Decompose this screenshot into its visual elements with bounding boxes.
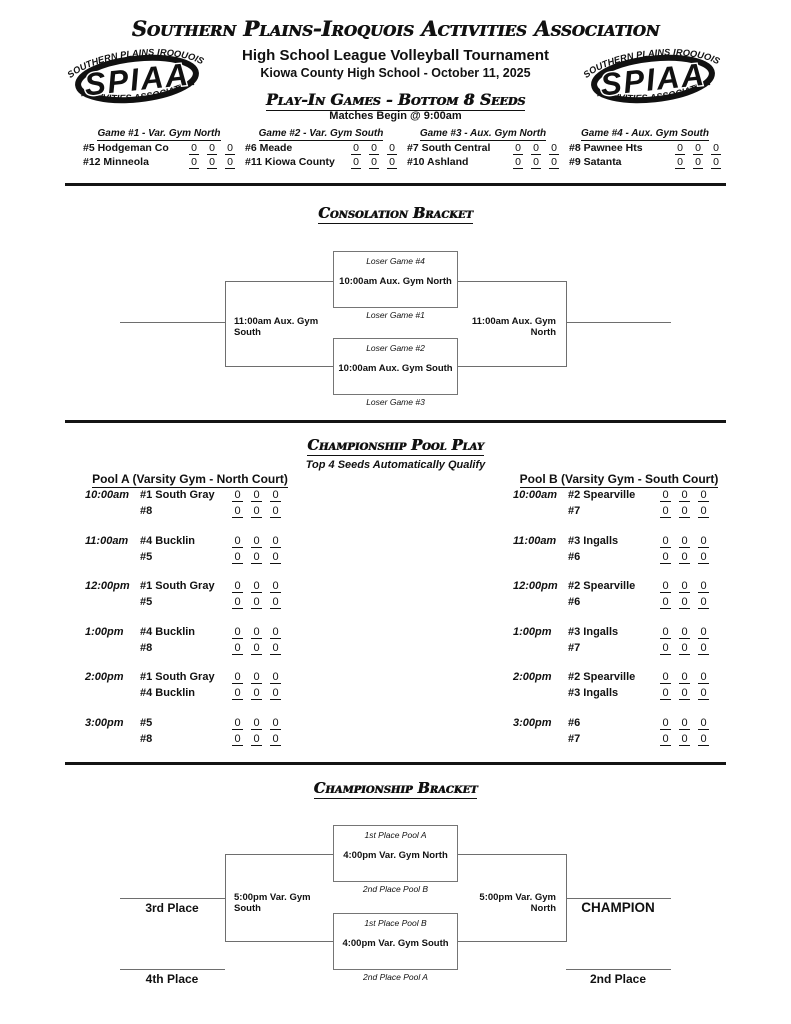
team-name: #12 Minneola [83, 155, 149, 168]
score-cell: 0 [270, 597, 281, 609]
score-cell: 0 [369, 143, 379, 155]
game-header: Game #1 - Var. Gym North [97, 128, 221, 139]
score-cell: 0 [270, 627, 281, 639]
score-cell: 0 [679, 506, 690, 518]
game-time: 1:00pm [85, 625, 124, 638]
team-row [513, 535, 709, 551]
score-cell: 0 [232, 552, 243, 564]
entrant-label: 1st Place Pool B [364, 918, 427, 928]
score-cell: 0 [698, 688, 709, 700]
bracket-line [225, 281, 333, 282]
consolation-final-left: 11:00am Aux. Gym South [234, 316, 319, 338]
score-cell: 0 [698, 672, 709, 684]
page-title: Southern Plains-Iroquois Activities Association [131, 16, 660, 41]
team-name: #9 Satanta [569, 155, 622, 168]
team-row [85, 580, 281, 596]
consolation-game-north-box [333, 251, 458, 308]
game-time: 3:00pm [513, 716, 552, 729]
game-time: 11:00am [513, 534, 557, 547]
bracket-line [225, 854, 333, 855]
score-cell: 0 [270, 688, 281, 700]
team-row [513, 505, 709, 521]
score-cell: 0 [513, 143, 523, 155]
team-name: #10 Ashland [407, 155, 469, 168]
team-name: #7 [568, 732, 581, 745]
playin-game-1 [78, 128, 240, 169]
team-row [513, 687, 709, 703]
score-cell: 0 [251, 734, 262, 746]
pool-game [513, 535, 709, 567]
score-cell: 0 [225, 157, 235, 169]
fourth-place-label: 4th Place [145, 972, 199, 986]
team-row [85, 717, 281, 733]
team-row [85, 733, 281, 749]
bracket-line [566, 898, 671, 899]
team-name: #7 [568, 641, 581, 654]
pool-game [513, 717, 709, 749]
score-cell: 0 [698, 734, 709, 746]
score-cell: 0 [679, 490, 690, 502]
score-cell: 0 [660, 597, 671, 609]
score-cell: 0 [660, 490, 671, 502]
score-cell: 0 [698, 718, 709, 730]
team-name: #4 Bucklin [140, 625, 196, 638]
bracket-line [458, 941, 566, 942]
score-cell: 0 [232, 581, 243, 593]
third-place-label: 3rd Place [145, 901, 199, 915]
pool-a-schedule [85, 489, 281, 762]
score-cell: 0 [232, 506, 243, 518]
score-cell: 0 [232, 536, 243, 548]
team-row [513, 626, 709, 642]
score-cell: 0 [207, 143, 217, 155]
game-time-location: 10:00am Aux. Gym South [338, 363, 453, 374]
team-name: #5 Hodgeman Co [83, 142, 169, 154]
playin-game-2 [240, 128, 402, 169]
score-cell: 0 [189, 157, 199, 169]
team-row [407, 142, 559, 156]
score-cell: 0 [232, 688, 243, 700]
team-row [245, 142, 397, 156]
team-row [85, 687, 281, 703]
score-cell: 0 [711, 157, 721, 169]
playin-games [78, 128, 728, 169]
team-name: #1 South Gray [140, 489, 215, 501]
score-cell: 0 [251, 490, 262, 502]
championship-game: 5:00pm Var. Gym North [479, 892, 556, 914]
consolation-section-title: Consolation Bracket [318, 205, 473, 222]
pool-game [513, 671, 709, 703]
score-cell: 0 [251, 506, 262, 518]
pool-b-header: Pool B (Varsity Gym - South Court) [519, 472, 719, 486]
team-name: #6 [568, 716, 581, 729]
playin-game-3 [402, 128, 564, 169]
third-place-game: 5:00pm Var. Gym South [234, 892, 311, 914]
game-time: 10:00am [85, 489, 130, 501]
bracket-line [458, 366, 566, 367]
entrant-label: 1st Place Pool A [364, 830, 427, 840]
consolation-game-south-box [333, 338, 458, 395]
game-time-location: 4:00pm Var. Gym North [343, 850, 448, 861]
score-cell: 0 [513, 157, 523, 169]
score-cell: 0 [675, 157, 685, 169]
team-row [85, 489, 281, 505]
pool-play-section-title: Championship Pool Play [307, 437, 484, 454]
team-name: #8 Pawnee Hts [569, 142, 643, 154]
score-cell: 0 [698, 597, 709, 609]
team-row [513, 489, 709, 505]
team-row [513, 671, 709, 687]
score-cell: 0 [251, 643, 262, 655]
team-name: #2 Spearville [568, 580, 636, 592]
team-name: #2 Spearville [568, 671, 636, 683]
score-cell: 0 [531, 143, 541, 155]
championship-section-title: Championship Bracket [313, 780, 478, 797]
game-time: 12:00pm [85, 580, 130, 592]
bracket-line [458, 281, 566, 282]
score-cell: 0 [679, 672, 690, 684]
team-name: #5 [140, 550, 153, 563]
score-cell: 0 [679, 581, 690, 593]
game-header: Game #2 - Var. Gym South [258, 128, 384, 139]
bracket-line [225, 366, 333, 367]
team-name: #5 [140, 716, 153, 729]
score-cell: 0 [387, 143, 397, 155]
score-cell: 0 [660, 506, 671, 518]
team-row [85, 535, 281, 551]
score-cell: 0 [232, 734, 243, 746]
score-cell: 0 [698, 552, 709, 564]
pool-game [85, 535, 281, 567]
team-row [85, 626, 281, 642]
score-cell: 0 [270, 734, 281, 746]
pool-game [85, 489, 281, 521]
score-cell: 0 [679, 718, 690, 730]
game-time-location: 4:00pm Var. Gym South [342, 938, 449, 949]
score-cell: 0 [660, 536, 671, 548]
score-cell: 0 [698, 490, 709, 502]
score-cell: 0 [679, 643, 690, 655]
team-row [245, 156, 397, 170]
team-row [513, 551, 709, 567]
game-time: 1:00pm [513, 625, 552, 638]
pool-a-header: Pool A (Varsity Gym - North Court) [92, 472, 288, 486]
team-name: #4 Bucklin [140, 687, 196, 699]
score-cell: 0 [693, 157, 703, 169]
game-time: 3:00pm [85, 716, 124, 729]
score-cell: 0 [189, 143, 199, 155]
score-cell: 0 [660, 734, 671, 746]
score-cell: 0 [698, 581, 709, 593]
score-cell: 0 [660, 672, 671, 684]
pool-game [85, 626, 281, 658]
score-cell: 0 [251, 581, 262, 593]
score-cell: 0 [679, 627, 690, 639]
team-name: #2 Spearville [568, 489, 636, 501]
game-header: Game #4 - Aux. Gym South [581, 128, 709, 139]
score-cell: 0 [698, 627, 709, 639]
score-cell: 0 [270, 506, 281, 518]
score-cell: 0 [698, 506, 709, 518]
score-cell: 0 [660, 688, 671, 700]
score-cell: 0 [679, 688, 690, 700]
entrant-label: Loser Game #3 [366, 397, 425, 407]
score-cell: 0 [232, 718, 243, 730]
venue-date: Kiowa County High School - October 11, 2025 [260, 66, 531, 80]
team-row [513, 717, 709, 733]
score-cell: 0 [270, 536, 281, 548]
score-cell: 0 [270, 490, 281, 502]
team-name: #6 Meade [245, 142, 293, 154]
bracket-line [120, 322, 225, 323]
team-name: #8 [140, 641, 153, 654]
entrant-label: Loser Game #2 [366, 343, 425, 353]
bracket-line [566, 322, 671, 323]
bracket-line [458, 854, 566, 855]
team-name: #1 South Gray [140, 580, 215, 592]
playin-game-4 [564, 128, 726, 169]
section-divider [65, 762, 726, 765]
score-cell: 0 [549, 143, 559, 155]
team-name: #6 [568, 596, 581, 608]
score-cell: 0 [251, 552, 262, 564]
score-cell: 0 [207, 157, 217, 169]
game-time: 2:00pm [513, 671, 552, 683]
entrant-label: Loser Game #1 [366, 310, 425, 320]
team-row [513, 642, 709, 658]
champion-label: CHAMPION [581, 900, 655, 915]
team-name: #4 Bucklin [140, 534, 196, 547]
score-cell: 0 [679, 552, 690, 564]
score-cell: 0 [369, 157, 379, 169]
team-row [569, 142, 721, 156]
game-header: Game #3 - Aux. Gym North [419, 128, 547, 139]
team-name: #7 South Central [407, 142, 491, 154]
score-cell: 0 [232, 627, 243, 639]
score-cell: 0 [660, 581, 671, 593]
bracket-line [225, 281, 226, 367]
score-cell: 0 [698, 643, 709, 655]
score-cell: 0 [679, 597, 690, 609]
score-cell: 0 [660, 552, 671, 564]
team-name: #3 Ingalls [568, 625, 619, 638]
game-time-location: 10:00am Aux. Gym North [339, 276, 452, 287]
score-cell: 0 [232, 672, 243, 684]
pool-game [85, 717, 281, 749]
score-cell: 0 [270, 552, 281, 564]
team-row [85, 551, 281, 567]
bracket-line [566, 281, 567, 367]
team-row [513, 733, 709, 749]
entrant-label: 2nd Place Pool B [362, 884, 429, 894]
consolation-final-right: 11:00am Aux. Gym North [471, 316, 556, 338]
team-name: #6 [568, 550, 581, 563]
game-time: 2:00pm [85, 671, 124, 683]
team-name: #3 Ingalls [568, 534, 619, 547]
team-row [513, 596, 709, 612]
score-cell: 0 [270, 672, 281, 684]
section-divider [65, 420, 726, 423]
second-place-label: 2nd Place [589, 972, 647, 986]
score-cell: 0 [251, 672, 262, 684]
score-cell: 0 [679, 734, 690, 746]
score-cell: 0 [387, 157, 397, 169]
score-cell: 0 [270, 581, 281, 593]
semifinal-north-box [333, 825, 458, 882]
team-name: #11 Kiowa County [245, 155, 335, 168]
team-row [513, 580, 709, 596]
score-cell: 0 [711, 143, 721, 155]
score-cell: 0 [351, 157, 361, 169]
score-cell: 0 [693, 143, 703, 155]
game-time: 11:00am [85, 534, 129, 547]
score-cell: 0 [660, 643, 671, 655]
team-name: #5 [140, 596, 153, 608]
semifinal-south-box [333, 913, 458, 970]
score-cell: 0 [251, 597, 262, 609]
bracket-line [120, 969, 225, 970]
score-cell: 0 [251, 627, 262, 639]
score-cell: 0 [270, 718, 281, 730]
pool-game [513, 580, 709, 612]
team-name: #3 Ingalls [568, 687, 619, 699]
score-cell: 0 [351, 143, 361, 155]
team-row [407, 156, 559, 170]
team-name: #7 [568, 505, 581, 517]
pool-game [85, 580, 281, 612]
score-cell: 0 [679, 536, 690, 548]
score-cell: 0 [225, 143, 235, 155]
team-row [85, 642, 281, 658]
team-name: #8 [140, 505, 153, 517]
score-cell: 0 [270, 643, 281, 655]
pool-game [85, 671, 281, 703]
team-name: #1 South Gray [140, 671, 215, 683]
section-divider [65, 183, 726, 186]
pool-play-subtitle: Top 4 Seeds Automatically Qualify [305, 459, 486, 471]
score-cell: 0 [232, 597, 243, 609]
team-row [85, 596, 281, 612]
event-title: High School League Volleyball Tournament [242, 47, 549, 64]
score-cell: 0 [232, 490, 243, 502]
score-cell: 0 [675, 143, 685, 155]
score-cell: 0 [251, 688, 262, 700]
bracket-line [225, 854, 226, 942]
score-cell: 0 [531, 157, 541, 169]
score-cell: 0 [251, 718, 262, 730]
bracket-line [120, 898, 225, 899]
playin-section-title: Play-In Games - Bottom 8 Seeds [265, 90, 526, 109]
playin-start-time: Matches Begin @ 9:00am [329, 110, 462, 122]
team-row [569, 156, 721, 170]
team-row [85, 505, 281, 521]
pool-b-schedule [513, 489, 709, 762]
score-cell: 0 [660, 627, 671, 639]
pool-game [513, 489, 709, 521]
score-cell: 0 [549, 157, 559, 169]
score-cell: 0 [660, 718, 671, 730]
entrant-label: 2nd Place Pool A [363, 972, 428, 982]
entrant-label: Loser Game #4 [366, 256, 425, 266]
team-row [85, 671, 281, 687]
score-cell: 0 [251, 536, 262, 548]
bracket-line [225, 941, 333, 942]
score-cell: 0 [232, 643, 243, 655]
bracket-line [566, 969, 671, 970]
game-time: 12:00pm [513, 580, 558, 592]
team-row [83, 156, 235, 170]
team-name: #8 [140, 732, 153, 745]
score-cell: 0 [698, 536, 709, 548]
pool-game [513, 626, 709, 658]
game-time: 10:00am [513, 489, 558, 501]
team-row [83, 142, 235, 156]
